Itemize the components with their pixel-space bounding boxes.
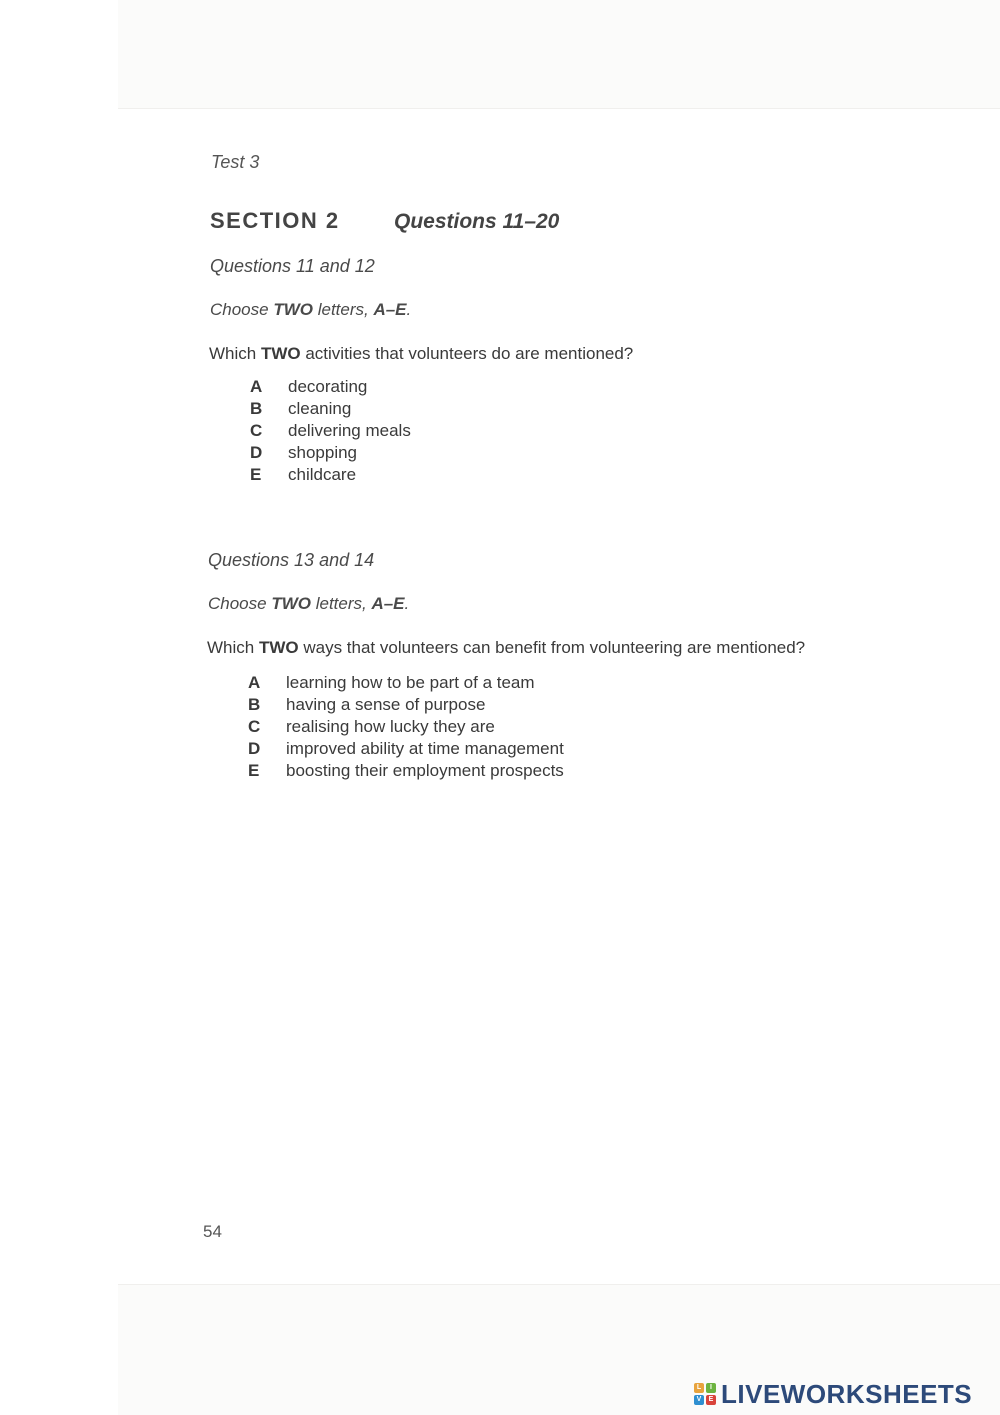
- option-text: shopping: [288, 443, 358, 462]
- option-text: realising how lucky they are: [286, 717, 495, 736]
- option-list: [248, 672, 564, 782]
- option-letter: B: [250, 399, 263, 418]
- option-text: cleaning: [288, 399, 352, 418]
- option-text: learning how to be part of a team: [286, 673, 535, 692]
- option-letter: C: [250, 421, 263, 440]
- liveworksheets-logo-icon: [694, 1383, 716, 1405]
- option-letter: B: [248, 695, 261, 714]
- logo-tile: V: [694, 1395, 704, 1405]
- section-title: SECTION 2: [210, 208, 340, 233]
- option-letter: C: [248, 717, 261, 736]
- option-text: boosting their employment prospects: [286, 761, 564, 780]
- option-d[interactable]: [250, 442, 411, 464]
- test-label: Test 3: [211, 152, 260, 172]
- option-a[interactable]: [248, 672, 564, 694]
- option-a[interactable]: [250, 376, 411, 398]
- option-d[interactable]: [248, 738, 564, 760]
- instruction: Choose TWO letters, A–E.: [208, 594, 410, 613]
- question-group-title: Questions 11 and 12: [210, 256, 375, 276]
- logo-tile: I: [706, 1383, 716, 1393]
- question-text: Which TWO activities that volunteers do are mentioned?: [209, 344, 634, 363]
- brand-name: LIVEWORKSHEETS: [721, 1378, 973, 1409]
- page-number: 54: [203, 1222, 222, 1241]
- option-letter: E: [250, 465, 262, 484]
- logo-tile: E: [706, 1395, 716, 1405]
- option-text: delivering meals: [288, 421, 411, 440]
- option-text: improved ability at time management: [286, 739, 564, 758]
- instruction: Choose TWO letters, A–E.: [210, 300, 412, 319]
- option-letter: D: [248, 739, 261, 758]
- liveworksheets-brand[interactable]: [694, 1380, 972, 1408]
- option-c[interactable]: [248, 716, 564, 738]
- option-letter: A: [248, 673, 261, 692]
- scan-margin-top: [118, 0, 1000, 109]
- option-b[interactable]: [250, 398, 411, 420]
- option-text: decorating: [288, 377, 368, 396]
- question-group-title: Questions 13 and 14: [208, 550, 375, 570]
- option-text: childcare: [288, 465, 357, 484]
- option-letter: E: [248, 761, 260, 780]
- option-c[interactable]: [250, 420, 411, 442]
- option-text: having a sense of purpose: [286, 695, 486, 714]
- option-list: [250, 376, 411, 486]
- option-letter: A: [250, 377, 263, 396]
- question-text: Which TWO ways that volunteers can benefit from volunteering are mentioned?: [207, 638, 806, 657]
- section-range: Questions 11–20: [394, 210, 560, 233]
- logo-tile: L: [694, 1383, 704, 1393]
- option-e[interactable]: [250, 464, 411, 486]
- option-e[interactable]: [248, 760, 564, 782]
- option-letter: D: [250, 443, 263, 462]
- option-b[interactable]: [248, 694, 564, 716]
